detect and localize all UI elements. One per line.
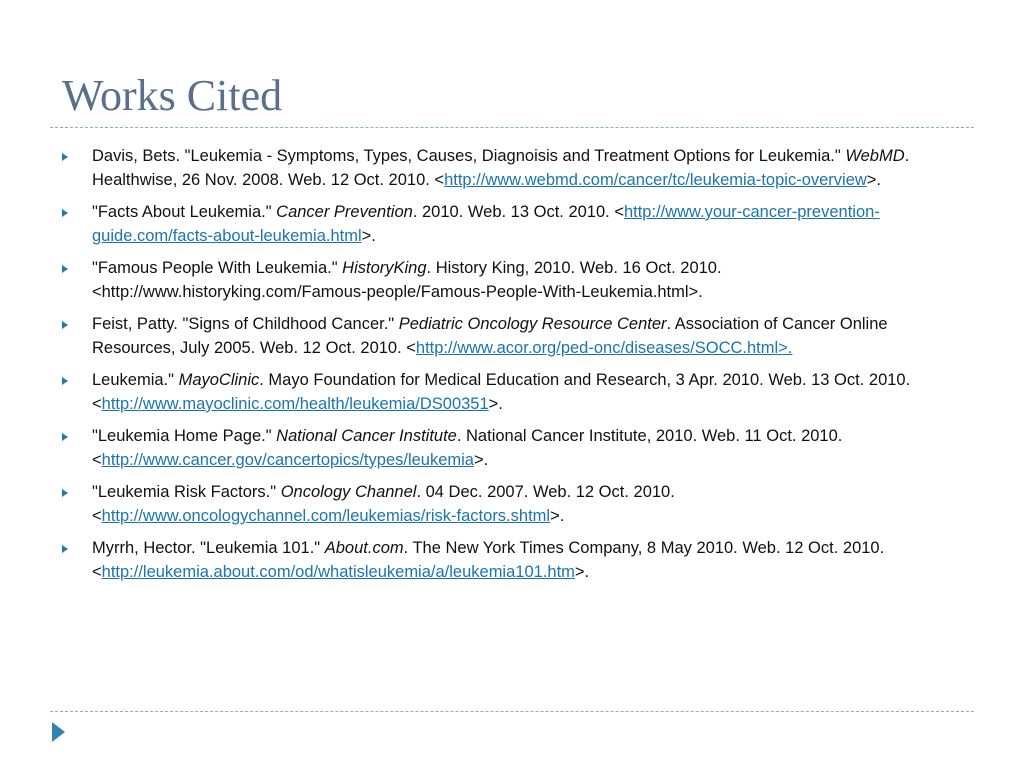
footer-divider xyxy=(50,711,974,712)
citation-text: "Leukemia Home Page." xyxy=(92,427,277,445)
citation-item xyxy=(62,425,962,472)
citation-source: WebMD xyxy=(845,147,905,165)
citation-text: >. xyxy=(361,226,376,245)
citation-source: Cancer Prevention xyxy=(276,203,413,221)
citation-link[interactable]: http://leukemia.about.com/od/whatisleukemia/a/leukemia101.htm xyxy=(101,562,575,581)
citation-link[interactable]: http://www.mayoclinic.com/health/leukemia/DS00351 xyxy=(101,394,489,413)
citation-item xyxy=(62,537,962,584)
citation-text: . History King, 2010. Web. 16 Oct. 2010. <http://www.historyking.com/Famous-people/Famous-People-With-Leukemia.html>. xyxy=(92,259,722,301)
citation-text: >. xyxy=(474,450,489,469)
citation-text: Davis, Bets. "Leukemia - Symptoms, Types, Causes, Diagnoisis and Treatment Options for Leukemia." xyxy=(92,147,846,165)
citation-source: About.com xyxy=(324,539,404,557)
citation-text: >. xyxy=(488,394,503,413)
citation-item xyxy=(62,313,962,360)
citation-list xyxy=(62,145,962,593)
citation-text: >. xyxy=(866,170,882,189)
bullet-arrow-icon xyxy=(62,545,68,553)
citation-text: Myrrh, Hector. "Leukemia 101." xyxy=(92,539,325,557)
bullet-arrow-icon xyxy=(62,377,68,385)
bullet-arrow-icon xyxy=(62,153,68,161)
citation-text: >. xyxy=(574,562,590,581)
citation-link[interactable]: http://www.cancer.gov/cancertopics/types/leukemia xyxy=(101,450,474,469)
citation-item xyxy=(62,201,962,248)
slide-title: Works Cited xyxy=(62,71,283,120)
title-divider xyxy=(50,127,974,128)
citation-source: National Cancer Institute xyxy=(276,427,457,445)
citation-text: . 04 Dec. 2007. Web. 12 Oct. 2010. < xyxy=(92,483,675,525)
citation-text: . Association of Cancer Online Resources, July 2005. Web. 12 Oct. 2010. < xyxy=(92,315,888,357)
citation-text: >. xyxy=(550,506,565,525)
citation-text: . National Cancer Institute, 2010. Web. 11 Oct. 2010. < xyxy=(92,427,843,469)
citation-item xyxy=(62,369,962,416)
citation-source: Pediatric Oncology Resource Center xyxy=(398,315,667,333)
citation-text: Feist, Patty. "Signs of Childhood Cancer." xyxy=(92,315,399,333)
citation-text: . Healthwise, 26 Nov. 2008. Web. 12 Oct. 2010. < xyxy=(92,147,910,189)
play-arrow-icon xyxy=(52,722,65,742)
citation-link[interactable]: http://www.acor.org/ped-onc/diseases/SOCC.html>. xyxy=(415,338,793,357)
citation-link[interactable]: http://www.webmd.com/cancer/tc/leukemia-topic-overview xyxy=(444,170,867,189)
citation-item xyxy=(62,145,962,192)
citation-text: . The New York Times Company, 8 May 2010. Web. 12 Oct. 2010. < xyxy=(92,539,885,581)
citation-source: Oncology Channel xyxy=(280,483,417,501)
citation-text: "Famous People With Leukemia." xyxy=(92,259,343,277)
citation-text: . Mayo Foundation for Medical Education and Research, 3 Apr. 2010. Web. 13 Oct. 2010. < xyxy=(92,371,911,413)
bullet-arrow-icon xyxy=(62,489,68,497)
citation-source: MayoClinic xyxy=(178,371,260,389)
citation-link[interactable]: http://www.your-cancer-prevention-guide.com/facts-about-leukemia.html xyxy=(92,203,880,245)
bullet-arrow-icon xyxy=(62,433,68,441)
citation-item xyxy=(62,481,962,528)
citation-text: Leukemia." xyxy=(92,371,179,389)
citation-text: "Leukemia Risk Factors." xyxy=(92,483,281,501)
bullet-arrow-icon xyxy=(62,321,68,329)
citation-link[interactable]: http://www.oncologychannel.com/leukemias/risk-factors.shtml xyxy=(101,506,551,525)
citation-text: . 2010. Web. 13 Oct. 2010. < xyxy=(412,203,624,221)
bullet-arrow-icon xyxy=(62,265,68,273)
bullet-arrow-icon xyxy=(62,209,68,217)
citation-source: HistoryKing xyxy=(342,259,427,277)
citation-text: "Facts About Leukemia." xyxy=(92,203,277,221)
citation-item xyxy=(62,257,962,304)
